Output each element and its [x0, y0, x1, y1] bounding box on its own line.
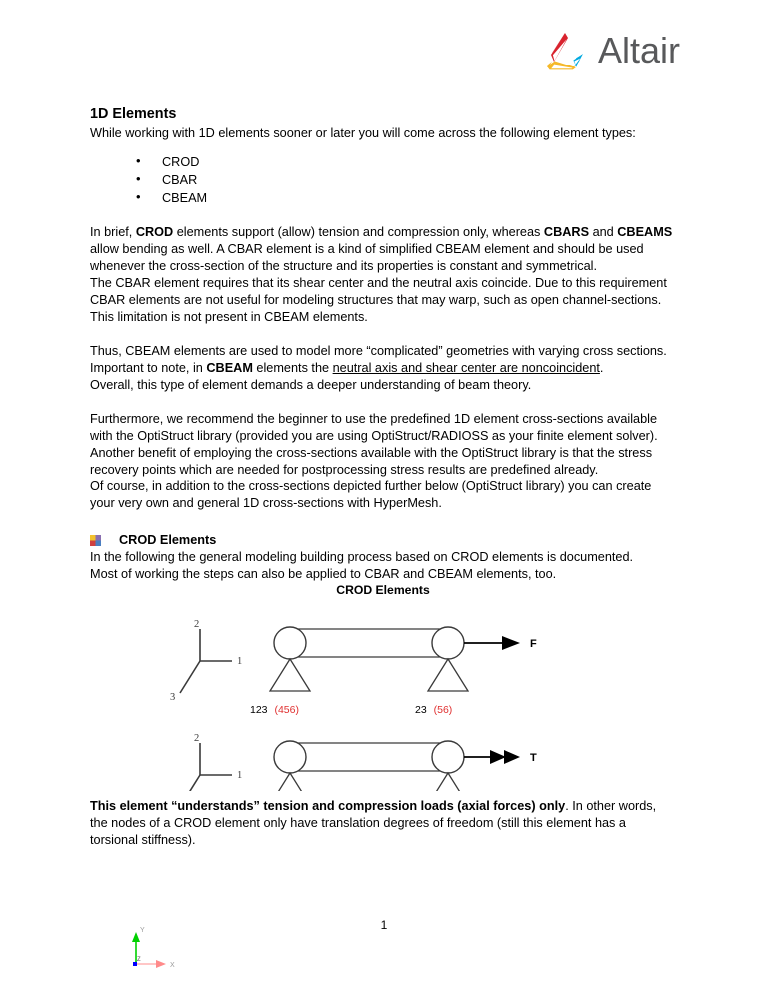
support-triangle-right-1	[428, 659, 468, 691]
crod-axial-force-diagram	[170, 619, 537, 716]
axis-y-label: Y	[140, 927, 145, 934]
triad-label-1: 1	[237, 656, 243, 667]
force-arrow-1	[464, 636, 520, 650]
axis-y-arrow	[132, 932, 140, 942]
node-circle-right-1	[432, 627, 464, 659]
node-circle-left-2	[274, 741, 306, 773]
page-title: 1D Elements	[90, 106, 177, 122]
paragraph-optistruct: Furthermore, we recommend the beginner to use the predefined 1D element cross-sections available with the OptiStruct library (provided you are using OptiStruct/RADIOSS as your finite element solver). Another benefit of employing the cross-sections available with the OptiStruct library is that the stress recovery points which are needed for postprocessing stress results are predefined already. Of course, in addition to the cross-sections depicted further below (OptiStruct library) you can create your very own and general 1D cross-sections with HyperMesh.	[90, 411, 658, 511]
altair-triangle-logo-icon	[542, 30, 588, 72]
page-number: 1	[380, 918, 388, 932]
load-label-F: F	[530, 638, 537, 650]
paragraph-cbeam: Thus, CBEAM elements are used to model more “complicated” geometries with varying cross sections. Important to note, in CBEAM elements the neutral axis and shear center are noncoincident. Overall, this type of element demands a deeper understanding of beam theory.	[90, 343, 667, 392]
crod-elements-figure	[90, 583, 676, 788]
element-types-list	[90, 153, 676, 207]
support-triangle-right-2	[428, 773, 468, 791]
list-item: • CBAR	[136, 171, 676, 189]
dof-label-left-1	[250, 704, 299, 716]
list-item: • CROD	[136, 153, 676, 171]
axis-x-arrow	[156, 960, 166, 968]
support-triangle-left-2	[270, 773, 310, 791]
figure-caption: CROD Elements	[336, 583, 430, 597]
triad-label-2b: 2	[194, 733, 200, 744]
diagram-axis-triad-2	[180, 743, 232, 791]
rod-body-2	[290, 743, 448, 771]
diagram-axis-triad-1	[180, 629, 232, 693]
colored-square-bullet-icon	[90, 535, 101, 546]
dof-free-right-1: (56)	[433, 704, 453, 716]
triad-label-2: 2	[194, 619, 200, 630]
closing-block	[90, 798, 676, 849]
node-circle-left-1	[274, 627, 306, 659]
list-item: • CBEAM	[136, 189, 676, 207]
crod-torsion-diagram	[170, 733, 537, 791]
node-circle-right-2	[432, 741, 464, 773]
paragraph-crod-intro: In the following the general modeling building process based on CROD elements is documented. Most of working the steps can also be applied to CBAR and CBEAM elements, too.	[90, 550, 634, 582]
triad-label-3: 3	[170, 692, 176, 703]
support-triangle-left-1	[270, 659, 310, 691]
document-body	[90, 105, 676, 583]
load-label-T: T	[530, 752, 537, 764]
dof-fixed-right-1: 23	[415, 704, 427, 716]
altair-logo	[542, 30, 680, 72]
triad-label-1b: 1	[237, 770, 243, 781]
paragraph-in-brief: In brief, CROD elements support (allow) tension and compression only, whereas CBARS and CBEAMS allow bending as well. A CBAR element is a kind of simplified CBEAM element and should be used whenever the cross-section of the structure and its properties is constant and symmetrical. The CBAR element requires that its shear center and the neutral axis coincide. Due to this requirement CBAR elements are not useful for modeling structures that may warp, such as open channel-sections. This limitation is not present in CBEAM elements.	[90, 225, 673, 324]
dof-fixed-left-1: 123	[250, 704, 268, 716]
dof-label-right-1	[415, 704, 452, 716]
paragraph-closing: This element “understands” tension and compression loads (axial forces) only. In other words, the nodes of a CROD element only have translation degrees of freedom (still this element has a torsional stiffness).	[90, 799, 657, 847]
altair-wordmark: Altair	[597, 30, 680, 71]
dof-free-left-1: (456)	[274, 704, 299, 716]
section-heading-crod-elements	[90, 532, 676, 549]
rod-body-1	[290, 629, 448, 657]
crod-diagrams-svg	[90, 601, 676, 791]
section-heading-label: CROD Elements	[119, 533, 217, 548]
intro-paragraph: While working with 1D elements sooner or later you will come across the following element types:	[90, 126, 636, 141]
torque-arrow-2	[464, 750, 520, 764]
axis-z-label: Z	[137, 957, 141, 963]
global-axis-triad	[126, 922, 182, 972]
axis-x-label: X	[170, 962, 175, 969]
